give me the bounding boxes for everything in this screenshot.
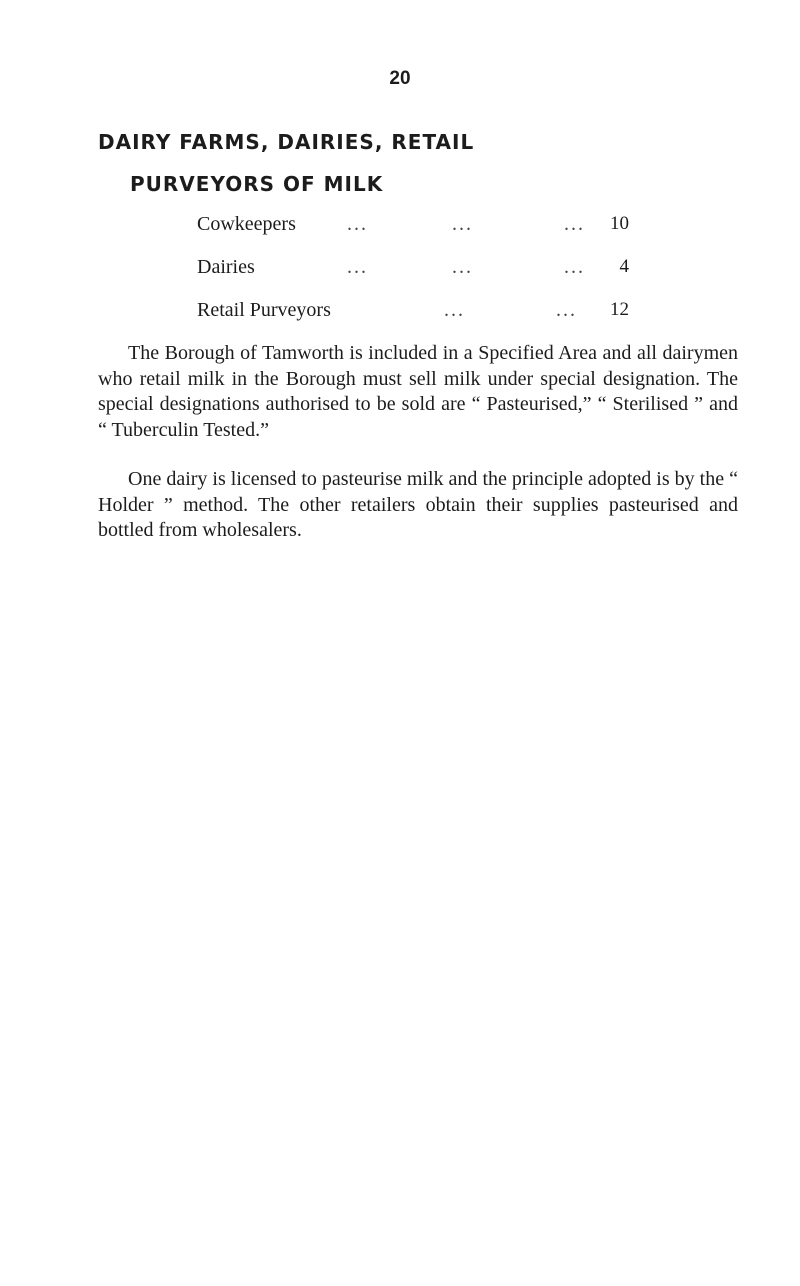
leader-dots: ... ... ... <box>347 213 585 235</box>
stat-value: 10 <box>610 213 629 234</box>
stat-label: Retail Purveyors <box>197 299 331 321</box>
stat-value: 12 <box>610 299 629 320</box>
leader-dots: ... ... ... <box>347 256 585 278</box>
paragraph-specified-area: The Borough of Tamworth is included in a Specified Area and all dairymen who retail milk in the Borough must sell milk under special designation. The special designations authorised to be sold are “ Pasteurised,” “ Sterilised ” and “ Tuberculin Tested.” <box>98 342 738 441</box>
stat-label: Cowkeepers <box>197 213 296 235</box>
stat-row-dairies <box>197 256 637 299</box>
stat-label: Dairies <box>197 256 255 278</box>
page-number: 20 <box>389 68 411 89</box>
stat-value: 4 <box>619 256 629 277</box>
stat-row-retail-purveyors <box>197 299 637 342</box>
paragraph-pasteurisation: One dairy is licensed to pasteurise milk and the principle adopted is by the “ Holder ” method. The other retailers obtain their supplies pasteurised and bottled from wholesalers. <box>98 468 738 541</box>
purveyor-count-list <box>197 213 637 342</box>
stat-row-cowkeepers <box>197 213 637 256</box>
section-title-line-2: PURVEYORS OF MILK <box>130 172 384 196</box>
leader-dots: ... ... <box>444 299 577 321</box>
section-title-line-1: DAIRY FARMS, DAIRIES, RETAIL <box>98 130 475 154</box>
